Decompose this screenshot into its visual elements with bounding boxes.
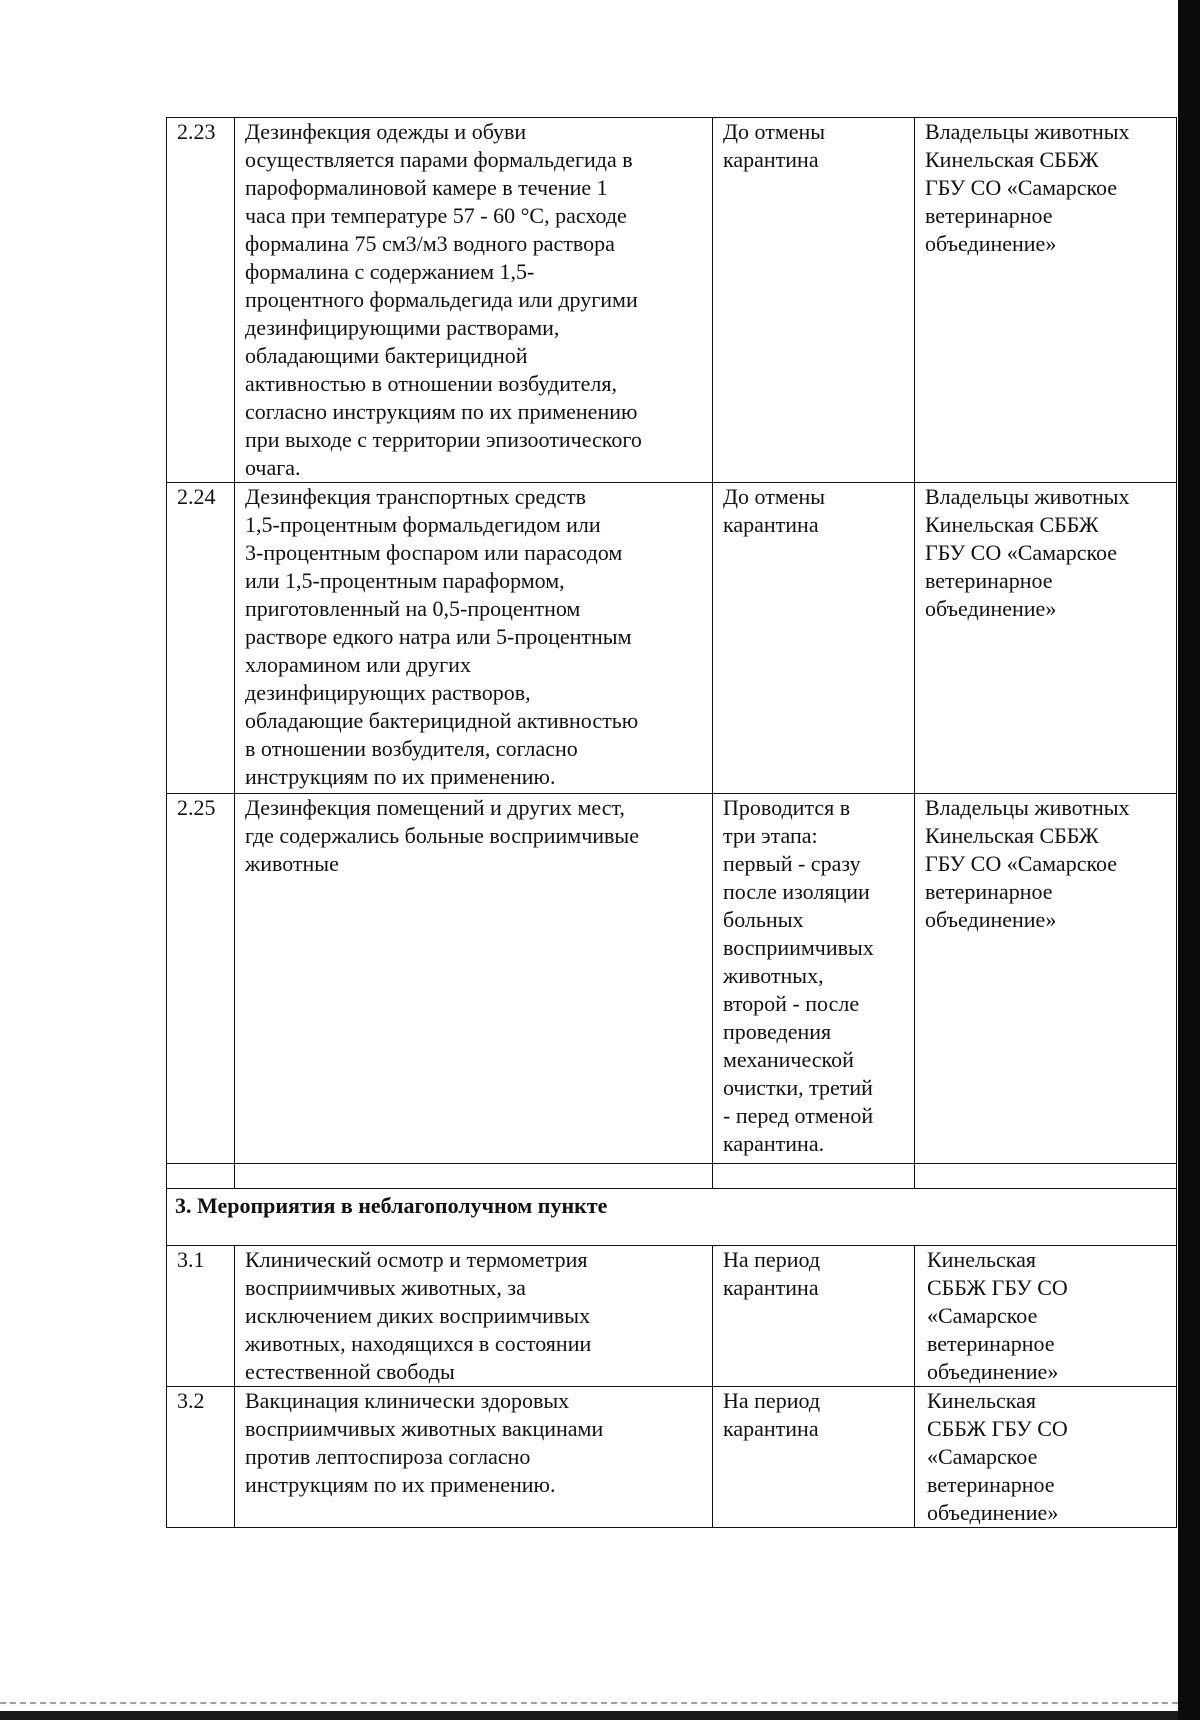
section-header-row <box>167 1189 1177 1246</box>
empty-cell <box>235 1164 713 1189</box>
measure-text: Вакцинация клинически здоровых восприимчивых животных вакцинами против лептоспироза согласно инструкциям по их применению. <box>235 1387 713 1528</box>
measures-table <box>166 117 1177 1528</box>
empty-cell <box>713 1164 915 1189</box>
responsible-text: Владельцы животных Кинельская СББЖ ГБУ СО «Самарское ветеринарное объединение» <box>915 118 1177 483</box>
scan-bottom-rule <box>0 1702 1178 1704</box>
responsible-text: Кинельская СББЖ ГБУ СО «Самарское ветеринарное объединение» <box>915 1246 1177 1387</box>
empty-cell <box>167 1164 235 1189</box>
table-row <box>167 794 1177 1164</box>
responsible-text: Кинельская СББЖ ГБУ СО «Самарское ветеринарное объединение» <box>915 1387 1177 1528</box>
responsible-text: Владельцы животных Кинельская СББЖ ГБУ СО «Самарское ветеринарное объединение» <box>915 794 1177 1164</box>
scan-edge-right <box>1178 0 1200 1720</box>
measure-text: Дезинфекция одежды и обуви осуществляется парами формальдегида в пароформалиновой камере в течение 1 часа при температуре 57 - 60 °С, расходе формалина 75 см3/м3 водного раствора формалина с содержанием 1,5- процентного формальдегида или другими дезинфицирующими растворами, обладающими бактерицидной активностью в отношении возбудителя, согласно инструкциям по их применению при выходе с территории эпизоотического очага. <box>235 118 713 483</box>
table-row <box>167 483 1177 794</box>
table-row <box>167 1246 1177 1387</box>
row-number: 3.2 <box>167 1387 235 1528</box>
row-number: 2.25 <box>167 794 235 1164</box>
term-text: На период карантина <box>713 1246 915 1387</box>
measure-text: Дезинфекция транспортных средств 1,5-процентным формальдегидом или 3-процентным фоспаром или парасодом или 1,5-процентным параформом, приготовленный на 0,5-процентном растворе едкого натра или 5-процентным хлорамином или других дезинфицирующих растворов, обладающие бактерицидной активностью в отношении возбудителя, согласно инструкциям по их применению. <box>235 483 713 794</box>
section-title: 3. Мероприятия в неблагополучном пункте <box>167 1189 1177 1246</box>
term-text: Проводится в три этапа: первый - сразу после изоляции больных восприимчивых животных, второй - после проведения механической очистки, третий - перед отменой карантина. <box>713 794 915 1164</box>
table-row <box>167 118 1177 483</box>
row-number: 2.24 <box>167 483 235 794</box>
scan-edge-bottom <box>0 1711 1178 1720</box>
responsible-text: Владельцы животных Кинельская СББЖ ГБУ СО «Самарское ветеринарное объединение» <box>915 483 1177 794</box>
measure-text: Дезинфекция помещений и других мест, где содержались больные восприимчивые животные <box>235 794 713 1164</box>
term-text: До отмены карантина <box>713 118 915 483</box>
empty-row <box>167 1164 1177 1189</box>
term-text: На период карантина <box>713 1387 915 1528</box>
measure-text: Клинический осмотр и термометрия восприимчивых животных, за исключением диких восприимчивых животных, находящихся в состоянии естественной свободы <box>235 1246 713 1387</box>
table-row <box>167 1387 1177 1528</box>
row-number: 3.1 <box>167 1246 235 1387</box>
row-number: 2.23 <box>167 118 235 483</box>
empty-cell <box>915 1164 1177 1189</box>
term-text: До отмены карантина <box>713 483 915 794</box>
